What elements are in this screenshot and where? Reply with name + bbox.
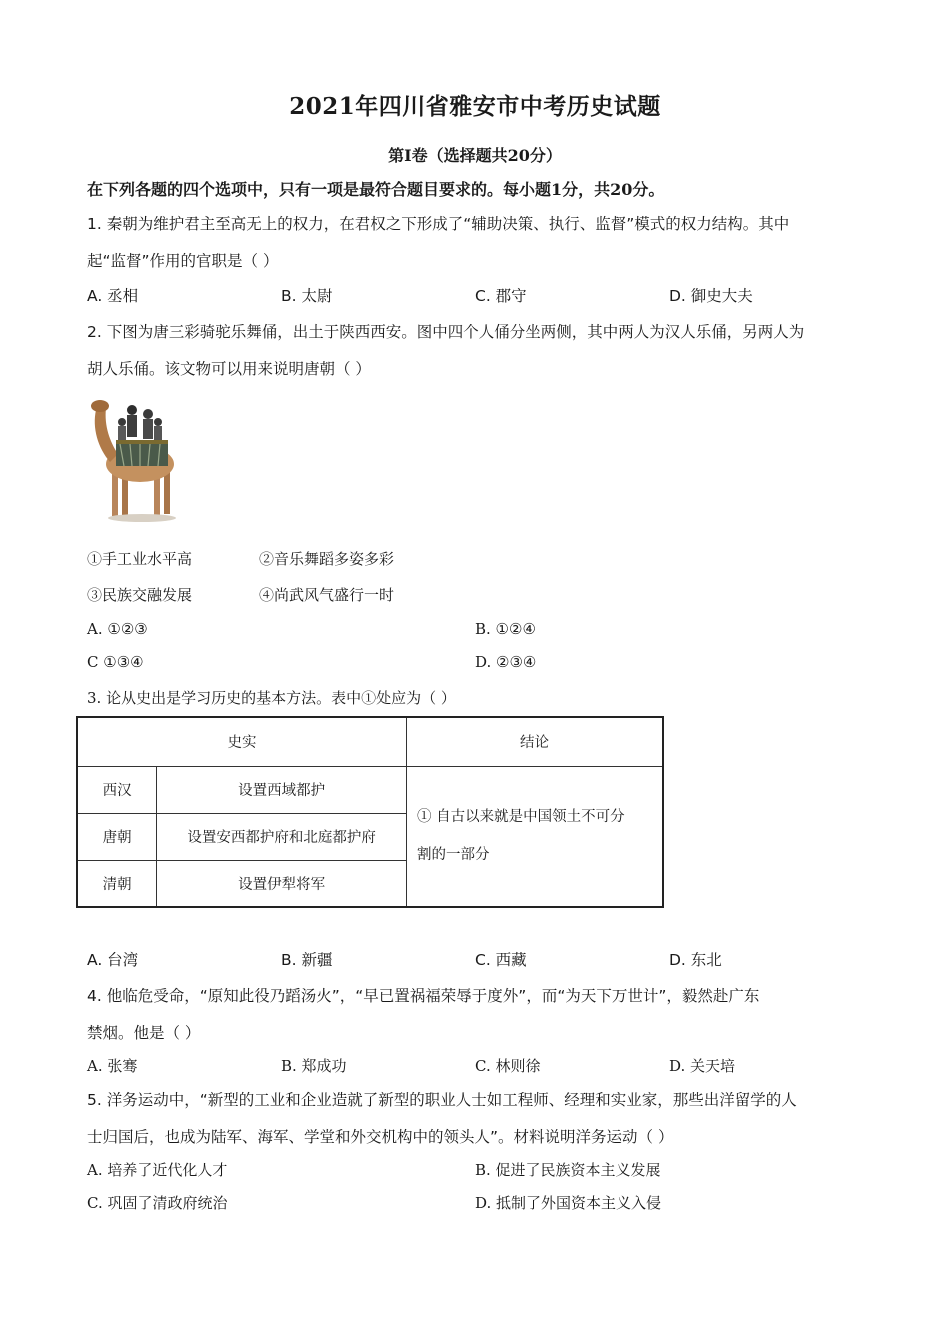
- q4-option-d: D. 关天培: [669, 1057, 736, 1075]
- q1-stem-line1: 1. 秦朝为维护君主至高无上的权力，在君权之下形成了“辅助决策、执行、监督”模式的权力结构。其中: [87, 215, 790, 233]
- q3-stem: 3. 论从史出是学习历史的基本方法。表中①处应为（ ）: [87, 689, 456, 707]
- q1-option-d: D. 御史大夫: [669, 287, 753, 305]
- table-header-conclusion: 结论: [407, 717, 664, 766]
- q5-option-d: D. 抵制了外国资本主义入侵: [475, 1194, 662, 1212]
- q3-option-a: A. 台湾: [87, 951, 139, 969]
- q3-option-b: B. 新疆: [281, 951, 333, 969]
- conclusion-line2: 割的一部分: [417, 847, 490, 864]
- q5-option-b: B. 促进了民族资本主义发展: [475, 1161, 661, 1179]
- q4-option-c: C. 林则徐: [475, 1057, 541, 1075]
- q2-statement-3: ③民族交融发展: [87, 586, 193, 604]
- camel-figurine-icon: [88, 388, 184, 524]
- q2-statement-2: ②音乐舞蹈多姿多彩: [259, 550, 395, 568]
- page-title: 2021年四川省雅安市中考历史试题: [289, 93, 661, 120]
- q1-option-c: C. 郡守: [475, 287, 527, 305]
- conclusion-line1: ① 自古以来就是中国领土不可分: [417, 809, 625, 826]
- table-cell-dynasty: 唐朝: [77, 813, 157, 860]
- q5-stem-line1: 5. 洋务运动中，“新型的工业和企业造就了新型的职业人士如工程师、经理和实业家，那些出洋留学的人: [87, 1091, 797, 1109]
- table-row: [77, 766, 663, 813]
- q1-option-b: B. 太尉: [281, 287, 333, 305]
- table-cell-dynasty: 清朝: [77, 860, 157, 907]
- q2-option-b: B. ①②④: [475, 620, 536, 638]
- q5-option-c: C. 巩固了清政府统治: [87, 1194, 228, 1212]
- q3-option-d: D. 东北: [669, 951, 722, 969]
- q2-statement-1: ①手工业水平高: [87, 550, 193, 568]
- q4-stem-line2: 禁烟。他是（ ）: [87, 1024, 201, 1042]
- table-header-facts: 史实: [77, 717, 407, 766]
- q4-stem-line1: 4. 他临危受命，“原知此役乃蹈汤火”，“早已置祸福荣辱于度外”，而“为天下万世计”，毅然赴广东: [87, 987, 760, 1005]
- q4-option-b: B. 郑成功: [281, 1057, 347, 1075]
- section-title: 第Ⅰ卷（选择题共20分）: [388, 146, 562, 165]
- q2-statement-4: ④尚武风气盛行一时: [259, 586, 395, 604]
- q2-stem-line1: 2. 下图为唐三彩骑驼乐舞俑，出土于陕西西安。图中四个人俑分坐两侧，其中两人为汉人乐俑，另两人为: [87, 323, 805, 341]
- table-cell-conclusion: [407, 766, 664, 907]
- table-cell-fact: 设置伊犁将军: [157, 860, 407, 907]
- instructions: 在下列各题的四个选项中，只有一项是最符合题目要求的。每小题1分，共20分。: [87, 180, 665, 199]
- table-cell-fact: 设置安西都护府和北庭都护府: [157, 813, 407, 860]
- q5-option-a: A. 培养了近代化人才: [87, 1161, 228, 1179]
- q1-stem-line2: 起“监督”作用的官职是（ ）: [87, 252, 279, 270]
- q1-option-a: A. 丞相: [87, 287, 139, 305]
- q2-option-d: D. ②③④: [475, 653, 537, 671]
- q2-stem-line2: 胡人乐俑。该文物可以用来说明唐朝（ ）: [87, 360, 371, 378]
- q2-option-c: C ①③④: [87, 653, 144, 671]
- q2-option-a: A. ①②③: [87, 620, 148, 638]
- history-facts-table: [76, 716, 664, 908]
- q4-option-a: A. 张骞: [87, 1057, 138, 1075]
- q3-option-c: C. 西藏: [475, 951, 527, 969]
- table-cell-fact: 设置西域都护: [157, 766, 407, 813]
- q5-stem-line2: 士归国后，也成为陆军、海军、学堂和外交机构中的领头人”。材料说明洋务运动（ ）: [87, 1128, 674, 1146]
- table-cell-dynasty: 西汉: [77, 766, 157, 813]
